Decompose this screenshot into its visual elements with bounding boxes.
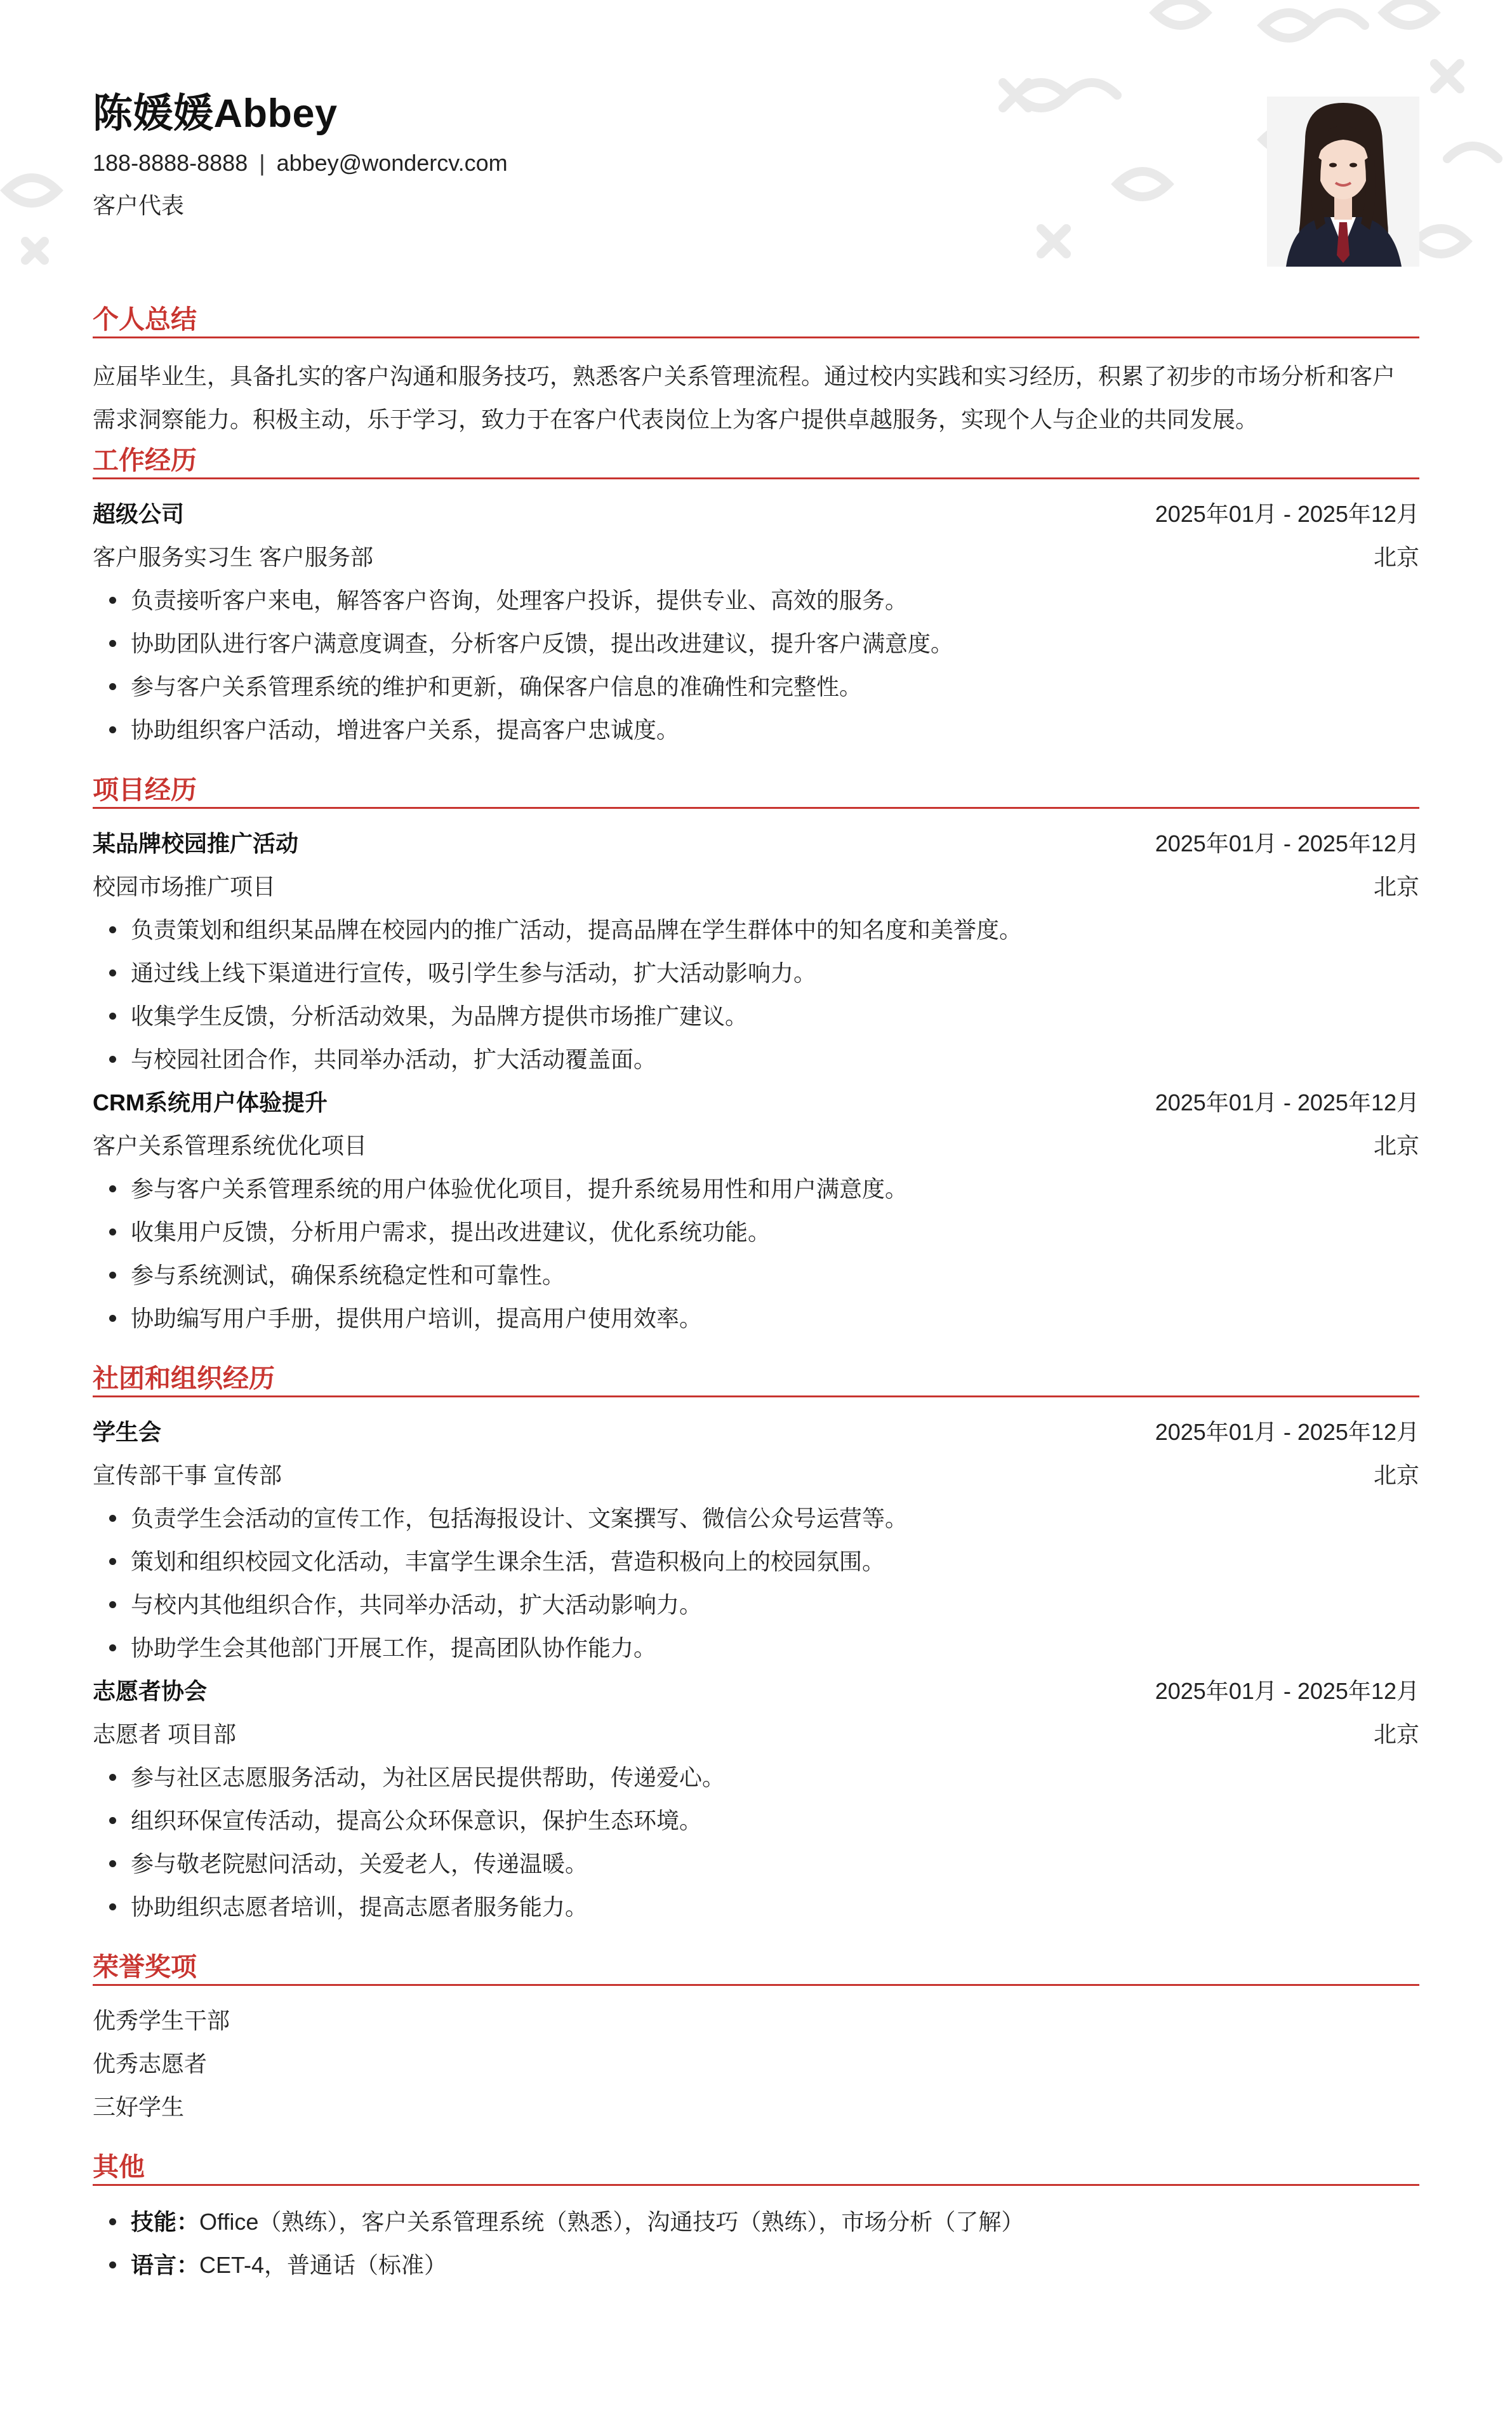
skill-item bbox=[93, 2207, 1419, 2237]
entry-date: 2025年01月 - 2025年12月 bbox=[1155, 501, 1419, 527]
organization-name: 超级公司 bbox=[93, 501, 185, 527]
bullet-text: 协助组织志愿者培训，提高志愿者服务能力。 bbox=[131, 1894, 588, 1920]
email-address[interactable]: abbey@wondercv.com bbox=[276, 150, 508, 176]
entry-date: 2025年01月 - 2025年12月 bbox=[1155, 1419, 1419, 1445]
bullet-item bbox=[93, 629, 1419, 659]
bullet-text: 与校内其他组织合作，共同举办活动，扩大活动影响力。 bbox=[131, 1592, 703, 1618]
bullet-item bbox=[93, 585, 1419, 616]
candidate-name: 陈媛媛Abbey bbox=[93, 91, 338, 136]
bullet-item bbox=[93, 958, 1419, 989]
entry-role: 客户服务实习生 客户服务部 bbox=[93, 544, 374, 570]
entry-date: 2025年01月 - 2025年12月 bbox=[1155, 1678, 1419, 1704]
bullet-text: 负责策划和组织某品牌在校园内的推广活动，提高品牌在学生群体中的知名度和美誉度。 bbox=[131, 917, 1023, 943]
bullet-text: 参与系统测试，确保系统稳定性和可靠性。 bbox=[131, 1262, 566, 1288]
bullet-dot-icon bbox=[109, 1903, 116, 1910]
bullet-text: 通过线上线下渠道进行宣传，吸引学生参与活动，扩大活动影响力。 bbox=[131, 960, 817, 986]
bullet-item bbox=[93, 1547, 1419, 1577]
bullet-text: 协助编写用户手册，提供用户培训，提高用户使用效率。 bbox=[131, 1305, 703, 1331]
entry-date: 2025年01月 - 2025年12月 bbox=[1155, 1089, 1419, 1115]
entry-subheader bbox=[93, 542, 1419, 573]
section-divider bbox=[93, 1395, 1419, 1397]
honor-item: 优秀志愿者 bbox=[93, 2051, 208, 2077]
summary-line: 应届毕业生，具备扎实的客户沟通和服务技巧，熟悉客户关系管理流程。通过校内实践和实习经历，积累了初步的市场分析和客户 bbox=[93, 363, 1396, 389]
entry-location: 北京 bbox=[1373, 1133, 1419, 1159]
entry-header bbox=[93, 1676, 1419, 1707]
bullet-dot-icon bbox=[109, 1601, 116, 1608]
bullet-dot-icon bbox=[109, 2218, 116, 2225]
bullet-text: 参与客户关系管理系统的用户体验优化项目，提升系统易用性和用户满意度。 bbox=[131, 1176, 908, 1202]
bullet-dot-icon bbox=[109, 926, 116, 933]
language-item bbox=[93, 2250, 1419, 2281]
entry-role: 客户关系管理系统优化项目 bbox=[93, 1133, 368, 1159]
bullet-dot-icon bbox=[109, 1817, 116, 1824]
bullet-text: 收集用户反馈，分析用户需求，提出改进建议，优化系统功能。 bbox=[131, 1219, 771, 1245]
profile-photo bbox=[1267, 97, 1419, 267]
bullet-dot-icon bbox=[109, 1644, 116, 1651]
bullet-item bbox=[93, 1303, 1419, 1334]
bullet-dot-icon bbox=[109, 1315, 116, 1322]
organization-name: 某品牌校园推广活动 bbox=[93, 830, 299, 856]
bullet-text: 负责接听客户来电，解答客户咨询，处理客户投诉，提供专业、高效的服务。 bbox=[131, 587, 908, 613]
bullet-text: 协助组织客户活动，增进客户关系，提高客户忠诚度。 bbox=[131, 717, 680, 743]
section-divider bbox=[93, 477, 1419, 479]
entry-role: 校园市场推广项目 bbox=[93, 874, 276, 900]
entry-subheader bbox=[93, 1719, 1419, 1750]
bullet-item bbox=[93, 1174, 1419, 1204]
honor-item: 优秀学生干部 bbox=[93, 2008, 230, 2034]
bullet-text: 参与客户关系管理系统的维护和更新，确保客户信息的准确性和完整性。 bbox=[131, 674, 863, 700]
honor-item: 三好学生 bbox=[93, 2094, 185, 2120]
entry-header bbox=[93, 1417, 1419, 1448]
organization-name: CRM系统用户体验提升 bbox=[93, 1089, 328, 1115]
bullet-item bbox=[93, 1260, 1419, 1291]
summary-text bbox=[93, 355, 1419, 441]
bullet-text: 参与敬老院慰问活动，关爱老人，传递温暖。 bbox=[131, 1851, 588, 1877]
section-title-work: 工作经历 bbox=[93, 446, 197, 475]
bullet-dot-icon bbox=[109, 1228, 116, 1235]
bullet-dot-icon bbox=[109, 969, 116, 976]
bullet-text: 协助学生会其他部门开展工作，提高团队协作能力。 bbox=[131, 1635, 657, 1661]
entry-location: 北京 bbox=[1373, 544, 1419, 570]
organization-name: 志愿者协会 bbox=[93, 1678, 208, 1704]
bullet-item bbox=[93, 1849, 1419, 1879]
bullet-dot-icon bbox=[109, 1013, 116, 1020]
bullet-dot-icon bbox=[109, 2261, 116, 2268]
skill-label: 技能： bbox=[131, 2209, 200, 2235]
language-label: 语言： bbox=[131, 2252, 200, 2278]
skill-value: Office（熟练），客户关系管理系统（熟悉），沟通技巧（熟练），市场分析（了解） bbox=[199, 2209, 1025, 2235]
entry-role: 志愿者 项目部 bbox=[93, 1721, 237, 1747]
entry-location: 北京 bbox=[1373, 874, 1419, 900]
bullet-text: 协助团队进行客户满意度调查，分析客户反馈，提出改进建议，提升客户满意度。 bbox=[131, 630, 954, 656]
bullet-dot-icon bbox=[109, 1515, 116, 1522]
section-title-summary: 个人总结 bbox=[93, 305, 197, 334]
bullet-item bbox=[93, 1762, 1419, 1793]
contact-line bbox=[93, 150, 508, 176]
section-divider bbox=[93, 1984, 1419, 1986]
bullet-text: 负责学生会活动的宣传工作，包括海报设计、文案撰写、微信公众号运营等。 bbox=[131, 1505, 908, 1531]
entry-header bbox=[93, 829, 1419, 859]
section-title-other: 其他 bbox=[93, 2152, 145, 2181]
organization-name: 学生会 bbox=[93, 1419, 162, 1445]
bullet-text: 收集学生反馈，分析活动效果，为品牌方提供市场推广建议。 bbox=[131, 1003, 748, 1029]
entry-date: 2025年01月 - 2025年12月 bbox=[1155, 830, 1419, 856]
bullet-item bbox=[93, 672, 1419, 702]
bullet-dot-icon bbox=[109, 1272, 116, 1279]
section-title-honors: 荣誉奖项 bbox=[93, 1952, 197, 1981]
bullet-dot-icon bbox=[109, 1558, 116, 1565]
bullet-item bbox=[93, 1001, 1419, 1032]
bullet-dot-icon bbox=[109, 597, 116, 604]
entry-header bbox=[93, 499, 1419, 529]
bullet-text: 与校园社团合作，共同举办活动，扩大活动覆盖面。 bbox=[131, 1046, 657, 1072]
entry-subheader bbox=[93, 1460, 1419, 1491]
bullet-text: 组织环保宣传活动，提高公众环保意识，保护生态环境。 bbox=[131, 1808, 703, 1834]
language-value: CET-4，普通话（标准） bbox=[199, 2252, 448, 2278]
bullet-item bbox=[93, 915, 1419, 945]
bullet-dot-icon bbox=[109, 1860, 116, 1867]
bullet-item bbox=[93, 1633, 1419, 1663]
bullet-dot-icon bbox=[109, 1056, 116, 1063]
bullet-item bbox=[93, 1044, 1419, 1075]
phone-number[interactable]: 188-8888-8888 bbox=[93, 150, 248, 176]
bullet-item bbox=[93, 1892, 1419, 1922]
target-position: 客户代表 bbox=[93, 192, 185, 218]
section-divider bbox=[93, 336, 1419, 338]
section-divider bbox=[93, 2184, 1419, 2186]
bullet-item bbox=[93, 1503, 1419, 1534]
bullet-dot-icon bbox=[109, 683, 116, 690]
entry-subheader bbox=[93, 872, 1419, 902]
bullet-dot-icon bbox=[109, 726, 116, 733]
bullet-item bbox=[93, 1806, 1419, 1836]
bullet-dot-icon bbox=[109, 1185, 116, 1192]
section-title-clubs: 社团和组织经历 bbox=[93, 1364, 275, 1393]
bullet-item bbox=[93, 1590, 1419, 1620]
entry-header bbox=[93, 1088, 1419, 1118]
entry-subheader bbox=[93, 1131, 1419, 1161]
contact-separator: | bbox=[259, 150, 265, 176]
section-divider bbox=[93, 807, 1419, 809]
bullet-item bbox=[93, 1217, 1419, 1248]
bullet-dot-icon bbox=[109, 640, 116, 647]
summary-line: 需求洞察能力。积极主动，乐于学习，致力于在客户代表岗位上为客户提供卓越服务，实现个人与企业的共同发展。 bbox=[93, 406, 1259, 432]
bullet-text: 策划和组织校园文化活动，丰富学生课余生活，营造积极向上的校园氛围。 bbox=[131, 1548, 885, 1575]
bullet-item bbox=[93, 715, 1419, 745]
bullet-text: 参与社区志愿服务活动，为社区居民提供帮助，传递爱心。 bbox=[131, 1764, 726, 1790]
entry-location: 北京 bbox=[1373, 1462, 1419, 1488]
entry-location: 北京 bbox=[1373, 1721, 1419, 1747]
section-title-projects: 项目经历 bbox=[93, 775, 197, 804]
entry-role: 宣传部干事 宣传部 bbox=[93, 1462, 282, 1488]
bullet-dot-icon bbox=[109, 1774, 116, 1781]
